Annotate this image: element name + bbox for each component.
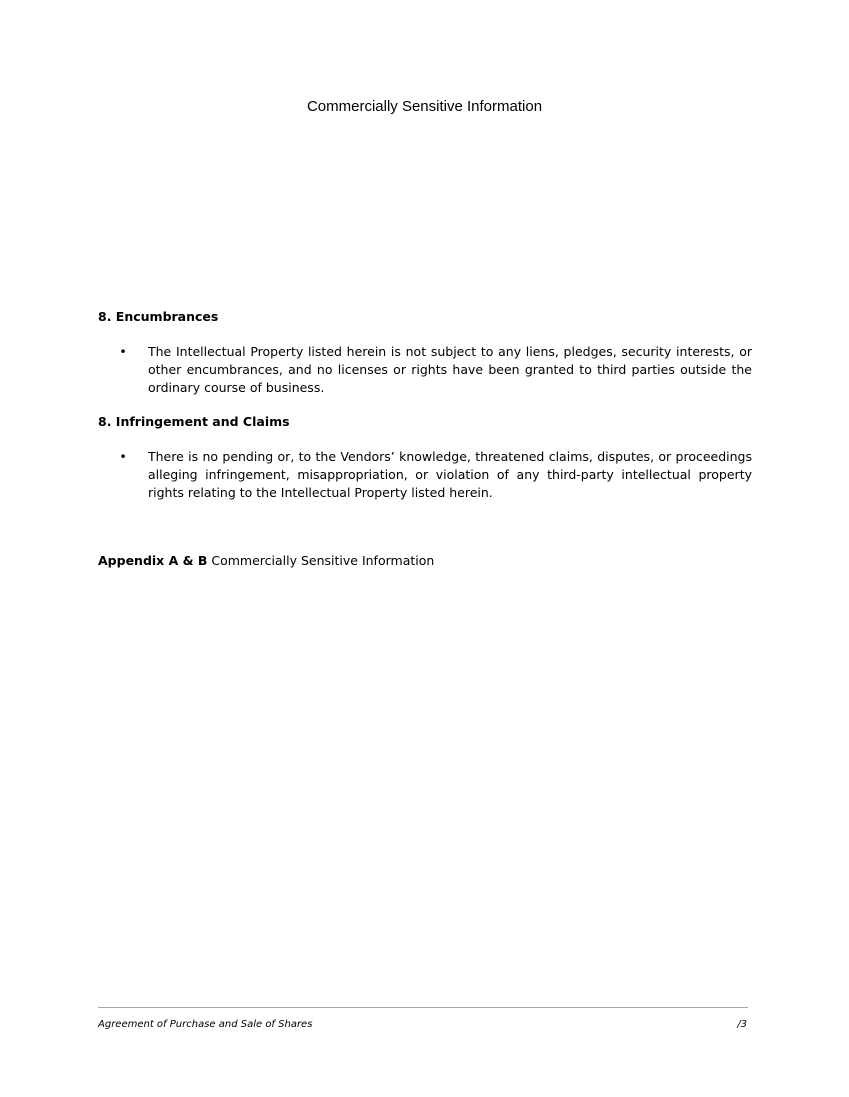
section-heading-infringement: 8. Infringement and Claims: [98, 414, 290, 429]
footer-document-title: Agreement of Purchase and Sale of Shares: [98, 1019, 313, 1030]
appendix-label: Appendix A & B: [98, 553, 208, 568]
bullet-text-encumbrances: The Intellectual Property listed herein is not subject to any liens, pledges, security interests, or other encumbrances, and no licenses or rights have been granted to third parties outside the ordinary course of business.: [148, 344, 752, 395]
bullet-icon: •: [119, 449, 127, 464]
appendix-line: [98, 552, 434, 570]
footer-page-number: /3: [737, 1019, 747, 1030]
bullet-icon: •: [119, 344, 127, 359]
appendix-text: Commercially Sensitive Information: [207, 553, 435, 568]
section-heading-encumbrances: 8. Encumbrances: [98, 309, 219, 324]
bullet-item-infringement: [118, 448, 752, 502]
bullet-text-infringement: There is no pending or, to the Vendors’ knowledge, threatened claims, disputes, or proceedings alleging infringement, misappropriation, or violation of any third-party intellectual property rights relating to the Intellectual Property listed herein.: [148, 449, 752, 500]
footer-divider: [98, 1007, 748, 1008]
bullet-item-encumbrances: [118, 343, 752, 397]
page-header-title: Commercially Sensitive Information: [306, 98, 543, 115]
